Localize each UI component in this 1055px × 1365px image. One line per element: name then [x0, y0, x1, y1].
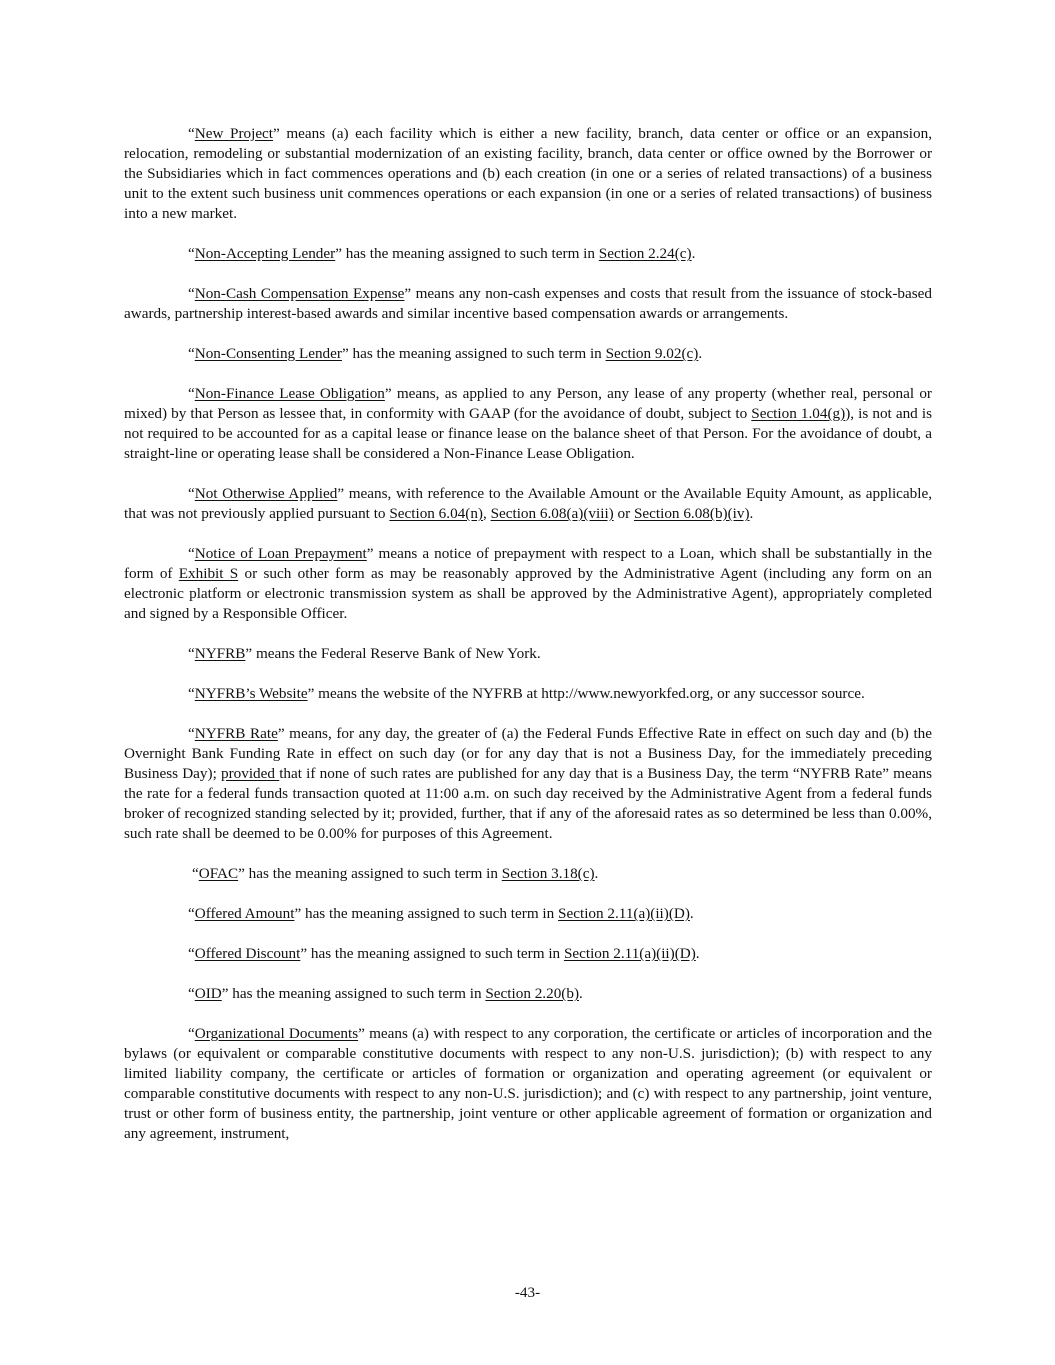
definition-text: or — [613, 505, 634, 522]
definition-text: ” means, with reference to the Available Amount or the Available Equity Amount, as applicable, that was not previously applied pursuant to — [124, 485, 932, 522]
definition-text: “ — [188, 645, 195, 662]
definition-offered-amount — [124, 904, 932, 924]
definition-nyfrb-website — [124, 684, 932, 704]
definition-text: . — [698, 345, 703, 362]
underlined-term: Offered Discount — [194, 945, 301, 962]
definition-text: , — [482, 505, 491, 522]
definition-not-otherwise-applied — [124, 484, 932, 524]
underlined-term: Non-Finance Lease Obligation — [194, 385, 385, 402]
definition-text: ” has the meaning assigned to such term in — [294, 905, 559, 922]
underlined-term: Offered Amount — [194, 905, 295, 922]
definition-nyfrb — [124, 644, 932, 664]
underlined-term: Section 2.24(c) — [598, 245, 692, 262]
definition-text: “ — [188, 945, 195, 962]
underlined-term: provided — [221, 765, 280, 782]
underlined-term: Non-Consenting Lender — [194, 345, 342, 362]
underlined-term: Organizational Documents — [194, 1025, 359, 1042]
underlined-term: Section 2.11(a)(ii)(D) — [563, 945, 696, 962]
definition-text: ” has the meaning assigned to such term in — [300, 945, 564, 962]
definition-text: “ — [188, 1025, 195, 1042]
underlined-term: OID — [194, 985, 222, 1002]
page-number: -43- — [514, 1284, 541, 1301]
underlined-term: NYFRB Rate — [194, 725, 278, 742]
definition-text: “ — [188, 685, 195, 702]
underlined-term: Section 1.04(g) — [751, 405, 846, 422]
definition-text: that if none of such rates are published for any day that is a Business Day, the term “NYFRB Rate” means the rate for a federal funds transaction quoted at 11:00 a.m. on such day received by the Administrative Agent from a federal funds broker of recognized standing selected by it; provided, further, that if any of the aforesaid rates as so determined be less than 0.00%, such rate shall be deemed to be 0.00% for purposes of this Agreement. — [124, 765, 932, 842]
underlined-term: NYFRB — [194, 645, 246, 662]
underlined-term: Section 2.20(b) — [485, 985, 579, 1002]
underlined-term: Section 3.18(c) — [501, 865, 595, 882]
definition-text: “ — [188, 345, 195, 362]
definition-notice-of-loan-prepayment — [124, 544, 932, 624]
definition-text: “ — [188, 285, 195, 302]
definition-text: “ — [188, 125, 195, 142]
definition-text: “ — [188, 385, 195, 402]
definition-text: ), is not and is not required to be accounted for as a capital lease or finance lease on the balance sheet of that Person. For the avoidance of doubt, a straight-line or operating lease shall be considered a Non-Finance Lease Obligation. — [124, 405, 932, 462]
underlined-term: Notice of Loan Prepayment — [194, 545, 367, 562]
definition-text: . — [689, 905, 694, 922]
definition-text: ” means a notice of prepayment with respect to a Loan, which shall be substantially in the form of — [124, 545, 932, 582]
definition-non-finance-lease-obligation — [124, 384, 932, 464]
underlined-term: Section 6.08(a)(viii) — [490, 505, 614, 522]
definition-non-consenting-lender — [124, 344, 932, 364]
definition-non-accepting-lender — [124, 244, 932, 264]
underlined-term: Non-Accepting Lender — [194, 245, 336, 262]
definition-text: “ — [188, 245, 195, 262]
underlined-term: Exhibit S — [178, 565, 239, 582]
definition-nyfrb-rate — [124, 724, 932, 844]
underlined-term: Non-Cash Compensation Expense — [194, 285, 405, 302]
underlined-term: Section 9.02(c) — [605, 345, 699, 362]
definition-ofac — [124, 864, 932, 884]
definition-text: . — [695, 945, 700, 962]
definition-text: ” has the meaning assigned to such term in — [341, 345, 606, 362]
definition-text: . — [579, 985, 583, 1002]
document-body — [124, 124, 932, 1164]
definition-text: ” means the Federal Reserve Bank of New York. — [245, 645, 541, 662]
definition-text: “ — [192, 865, 199, 882]
definition-text: . — [594, 865, 599, 882]
definition-text: . — [749, 505, 754, 522]
definition-new-project — [124, 124, 932, 224]
definition-text: “ — [188, 485, 195, 502]
definition-text: ” means any non-cash expenses and costs that result from the issuance of stock-based awards, partnership interest-based awards and similar incentive based compensation awards or arrangements. — [124, 285, 932, 322]
underlined-term: Not Otherwise Applied — [194, 485, 338, 502]
underlined-term: Section 2.11(a)(ii)(D) — [558, 905, 690, 922]
definition-oid — [124, 984, 932, 1004]
definition-text: ” means the website of the NYFRB at http://www.newyorkfed.org, or any successor source. — [307, 685, 865, 702]
definition-non-cash-compensation-expense — [124, 284, 932, 324]
definition-text: ” means (a) with respect to any corporation, the certificate or articles of incorporation and the bylaws (or equivalent or comparable constitutive documents with respect to any non-U.S. jurisdiction); (b) with respect to any limited liability company, the certificate or articles of formation or organization and operating agreement (or equivalent or comparable constitutive documents with respect to any non-U.S. jurisdiction); and (c) with respect to any partnership, joint venture, trust or other form of business entity, the partnership, joint venture or other applicable agreement of formation or organization and any agreement, instrument, — [124, 1025, 932, 1142]
definition-text: ” means, as applied to any Person, any lease of any property (whether real, personal or mixed) by that Person as lessee that, in conformity with GAAP (for the avoidance of doubt, subject to — [124, 385, 932, 422]
definition-text: . — [691, 245, 696, 262]
definition-text: “ — [188, 725, 195, 742]
underlined-term: Section 6.08(b)(iv) — [633, 505, 750, 522]
definition-text: ” means (a) each facility which is either a new facility, branch, data center or office or an expansion, relocation, remodeling or substantial modernization of an existing facility, branch, data center or office owned by the Borrower or the Subsidiaries which in fact commences operations and (b) each creation (in one or a series of related transactions) of a business unit to the extent such business unit commences operations or each expansion (in one or a series of related transactions) of business into a new market. — [124, 125, 932, 222]
definition-organizational-documents — [124, 1024, 932, 1144]
definition-text: “ — [188, 905, 195, 922]
definition-text: ” has the meaning assigned to such term in — [238, 865, 502, 882]
definition-offered-discount — [124, 944, 932, 964]
underlined-term: New Project — [194, 125, 274, 142]
definition-text: ” has the meaning assigned to such term in — [221, 985, 486, 1002]
definition-text: or such other form as may be reasonably approved by the Administrative Agent (including any form on an electronic platform or electronic transmission system as shall be approved by the Administrative Agent), appropriately completed and signed by a Responsible Officer. — [124, 565, 932, 622]
definition-text: ” means, for any day, the greater of (a) the Federal Funds Effective Rate in effect on such day and (b) the Overnight Bank Funding Rate in effect on such day (or for any day that is not a Business Day, for the immediately preceding Business Day); — [124, 725, 932, 782]
definition-text: ” has the meaning assigned to such term in — [335, 245, 599, 262]
definition-text: “ — [188, 545, 195, 562]
definition-text: “ — [188, 985, 195, 1002]
underlined-term: Section 6.04(n) — [389, 505, 483, 522]
underlined-term: OFAC — [198, 865, 239, 882]
underlined-term: NYFRB’s Website — [194, 685, 308, 702]
